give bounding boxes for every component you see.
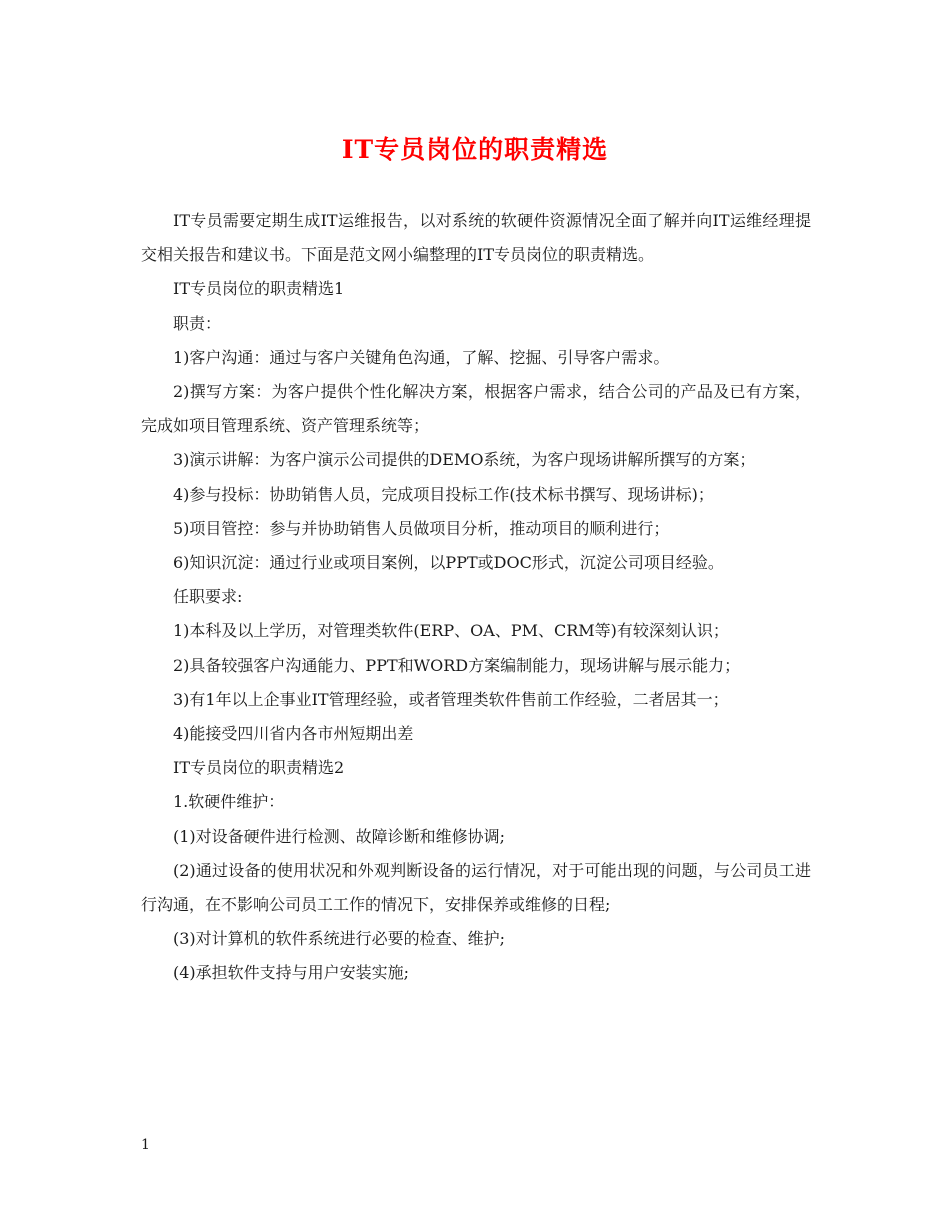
section-heading-1: IT专员岗位的职责精选1 — [173, 279, 345, 299]
requirements-label: 任职要求: — [173, 587, 243, 607]
requirement-item: 4)能接受四川省内各市州短期出差 — [173, 724, 414, 744]
section-heading-2: IT专员岗位的职责精选2 — [173, 758, 345, 778]
maintenance-item: (3)对计算机的软件系统进行必要的检查、维护; — [173, 929, 506, 949]
intro-paragraph: IT专员需要定期生成IT运维报告，以对系统的软硬件资源情况全面了解并向IT运维经理提交相关报告和建议书。下面是范文网小编整理的IT专员岗位的职责精选。 — [141, 211, 811, 265]
duty-item: 2)撰写方案：为客户提供个性化解决方案，根据客户需求，结合公司的产品及已有方案，完成如项目管理系统、资产管理系统等； — [141, 382, 811, 436]
duty-item: 4)参与投标：协助销售人员，完成项目投标工作(技术标书撰写、现场讲标)； — [173, 484, 714, 504]
duty-item: 1)客户沟通：通过与客户关键角色沟通，了解、挖掘、引导客户需求。 — [173, 347, 670, 367]
subsection-heading: 1.软硬件维护： — [173, 792, 285, 812]
duty-item: 5)项目管控：参与并协助销售人员做项目分析，推动项目的顺利进行； — [173, 518, 670, 538]
duty-item: 3)演示讲解：为客户演示公司提供的DEMO系统，为客户现场讲解所撰写的方案； — [173, 450, 756, 470]
requirement-item: 1)本科及以上学历，对管理类软件(ERP、OA、PM、CRM等)有较深刻认识； — [173, 621, 729, 641]
duties-label: 职责： — [173, 313, 222, 333]
requirement-item: 3)有1年以上企事业IT管理经验，或者管理类软件售前工作经验，二者居其一； — [173, 689, 729, 709]
maintenance-item: (1)对设备硬件进行检测、故障诊断和维修协调; — [173, 826, 506, 846]
page-number: 1 — [141, 1137, 150, 1153]
maintenance-item: (2)通过设备的使用状况和外观判断设备的运行情况，对于可能出现的问题，与公司员工进行沟通，在不影响公司员工工作的情况下，安排保养或维修的日程; — [141, 860, 811, 915]
requirement-item: 2)具备较强客户沟通能力、PPT和WORD方案编制能力，现场讲解与展示能力； — [173, 655, 741, 675]
document-body — [141, 204, 811, 991]
maintenance-item: (4)承担软件支持与用户安装实施; — [173, 963, 410, 983]
document-title: IT专员岗位的职责精选 — [341, 135, 609, 164]
duty-item: 6)知识沉淀：通过行业或项目案例，以PPT或DOC形式，沉淀公司项目经验。 — [173, 553, 724, 573]
